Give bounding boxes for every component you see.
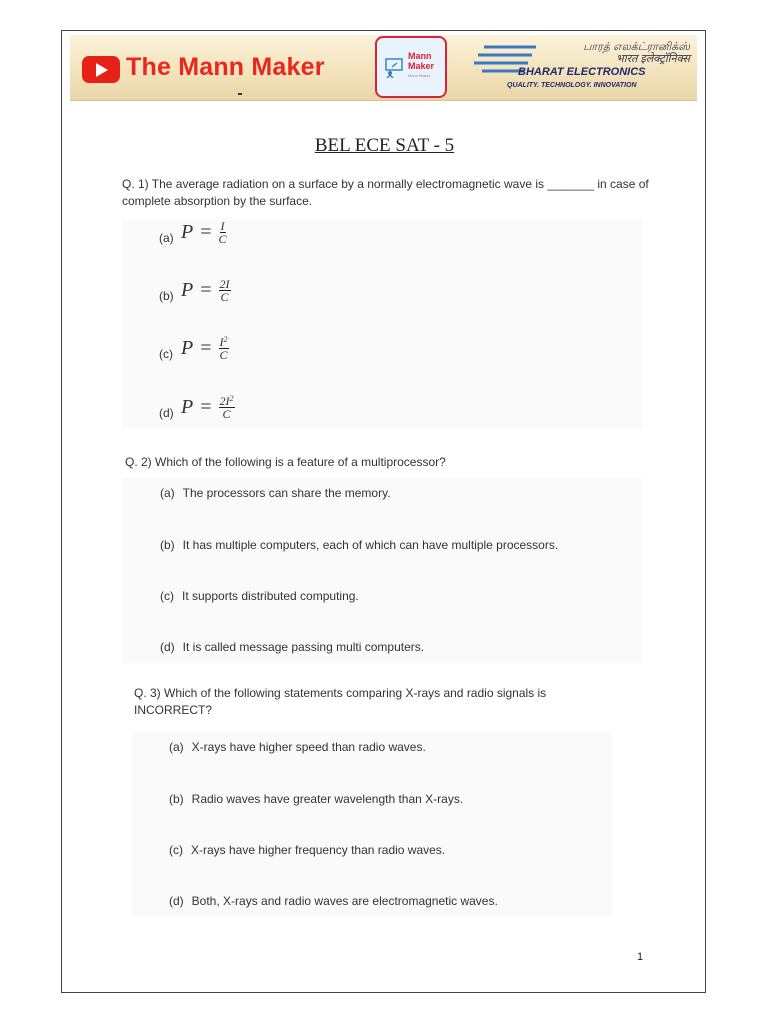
mann-maker-logo	[375, 36, 447, 98]
formula-lhs: P	[181, 396, 194, 418]
option-label: (d)	[169, 894, 184, 908]
question-1-option-d	[159, 394, 234, 421]
formula	[181, 278, 231, 303]
bel-tamil-name: பாரத் எலக்ட்ரானிக்ஸ்	[583, 41, 690, 53]
question-3-option-a	[169, 740, 426, 754]
option-image-area	[122, 478, 642, 663]
option-text: X-rays have higher speed than radio waves.	[191, 740, 426, 754]
numerator: I	[220, 219, 225, 233]
numerator: 2I	[219, 277, 230, 291]
option-label: (b)	[159, 289, 174, 303]
option-image-area	[132, 731, 612, 916]
bel-native-names	[510, 41, 690, 65]
question-1-text: Q. 1) The average radiation on a surface by a normally electromagnetic wave is _______ in case of complete absorption by the surface.	[122, 177, 649, 208]
formula	[181, 395, 235, 420]
option-text: It has multiple computers, each of which can have multiple processors.	[182, 538, 559, 552]
question-2-option-d	[160, 640, 424, 654]
header-banner	[70, 35, 697, 101]
option-text: X-rays have higher frequency than radio waves.	[191, 843, 446, 857]
formula-lhs: P	[181, 337, 194, 359]
formula	[181, 336, 229, 361]
option-label: (c)	[159, 347, 173, 361]
fraction	[219, 220, 227, 245]
equals-sign: =	[200, 396, 212, 418]
logo-text: Mann Maker	[408, 51, 435, 71]
equals-sign: =	[200, 337, 212, 359]
question-2-option-c	[160, 589, 359, 603]
teacher-board-icon	[385, 58, 403, 78]
question-1-option-b	[159, 277, 230, 304]
option-text: Both, X-rays and radio waves are electromagnetic waves.	[191, 894, 498, 908]
divider	[238, 93, 242, 95]
equals-sign: =	[200, 279, 212, 301]
bel-name: BHARAT ELECTRONICS	[518, 66, 646, 78]
denominator: C	[219, 348, 228, 362]
denominator: C	[218, 232, 227, 246]
formula	[181, 220, 227, 245]
page-title: BEL ECE SAT - 5	[314, 135, 455, 156]
numerator: $I^2$	[219, 335, 228, 349]
question-1-option-a	[159, 219, 227, 246]
option-label: (b)	[169, 792, 184, 806]
youtube-play-icon	[82, 56, 120, 83]
question-2-option-a	[160, 486, 391, 500]
denominator: C	[220, 290, 229, 304]
option-label: (a)	[159, 231, 174, 245]
channel-name: The Mann Maker	[126, 53, 325, 81]
question-2-text: Q. 2) Which of the following is a feature of a multiprocessor?	[125, 455, 446, 469]
option-label: (d)	[160, 640, 175, 654]
bel-tagline: QUALITY. TECHNOLOGY. INNOVATION	[507, 82, 637, 89]
fraction	[219, 395, 235, 420]
question-3-option-d	[169, 894, 498, 908]
option-text: It supports distributed computing.	[182, 589, 359, 603]
denominator: C	[222, 407, 231, 421]
option-label: (c)	[169, 843, 183, 857]
page-number: 1	[637, 951, 644, 963]
document-page	[61, 30, 706, 993]
equals-sign: =	[200, 221, 212, 243]
question-1-option-c	[159, 335, 228, 362]
option-label: (d)	[159, 406, 174, 420]
numerator: $2I^2$	[219, 394, 234, 408]
option-label: (a)	[160, 486, 175, 500]
option-label: (a)	[169, 740, 184, 754]
option-label: (c)	[160, 589, 174, 603]
option-text: The processors can share the memory.	[182, 486, 391, 500]
fraction	[219, 336, 229, 361]
option-text: It is called message passing multi computers.	[182, 640, 425, 654]
fraction	[219, 278, 231, 303]
question-3-option-b	[169, 792, 463, 806]
option-label: (b)	[160, 538, 175, 552]
question-3-option-c	[169, 843, 445, 857]
formula-lhs: P	[181, 221, 194, 243]
question-3-text: Q. 3) Which of the following statements comparing X-rays and radio signals is INCORRECT?	[134, 686, 547, 717]
formula-lhs: P	[181, 279, 194, 301]
logo-subtext: Mann Maker	[408, 73, 431, 78]
question-2-option-b	[160, 538, 558, 552]
option-text: Radio waves have greater wavelength than X-rays.	[191, 792, 464, 806]
bel-hindi-name: भारत इलेक्ट्रॉनिक्स	[616, 53, 690, 65]
